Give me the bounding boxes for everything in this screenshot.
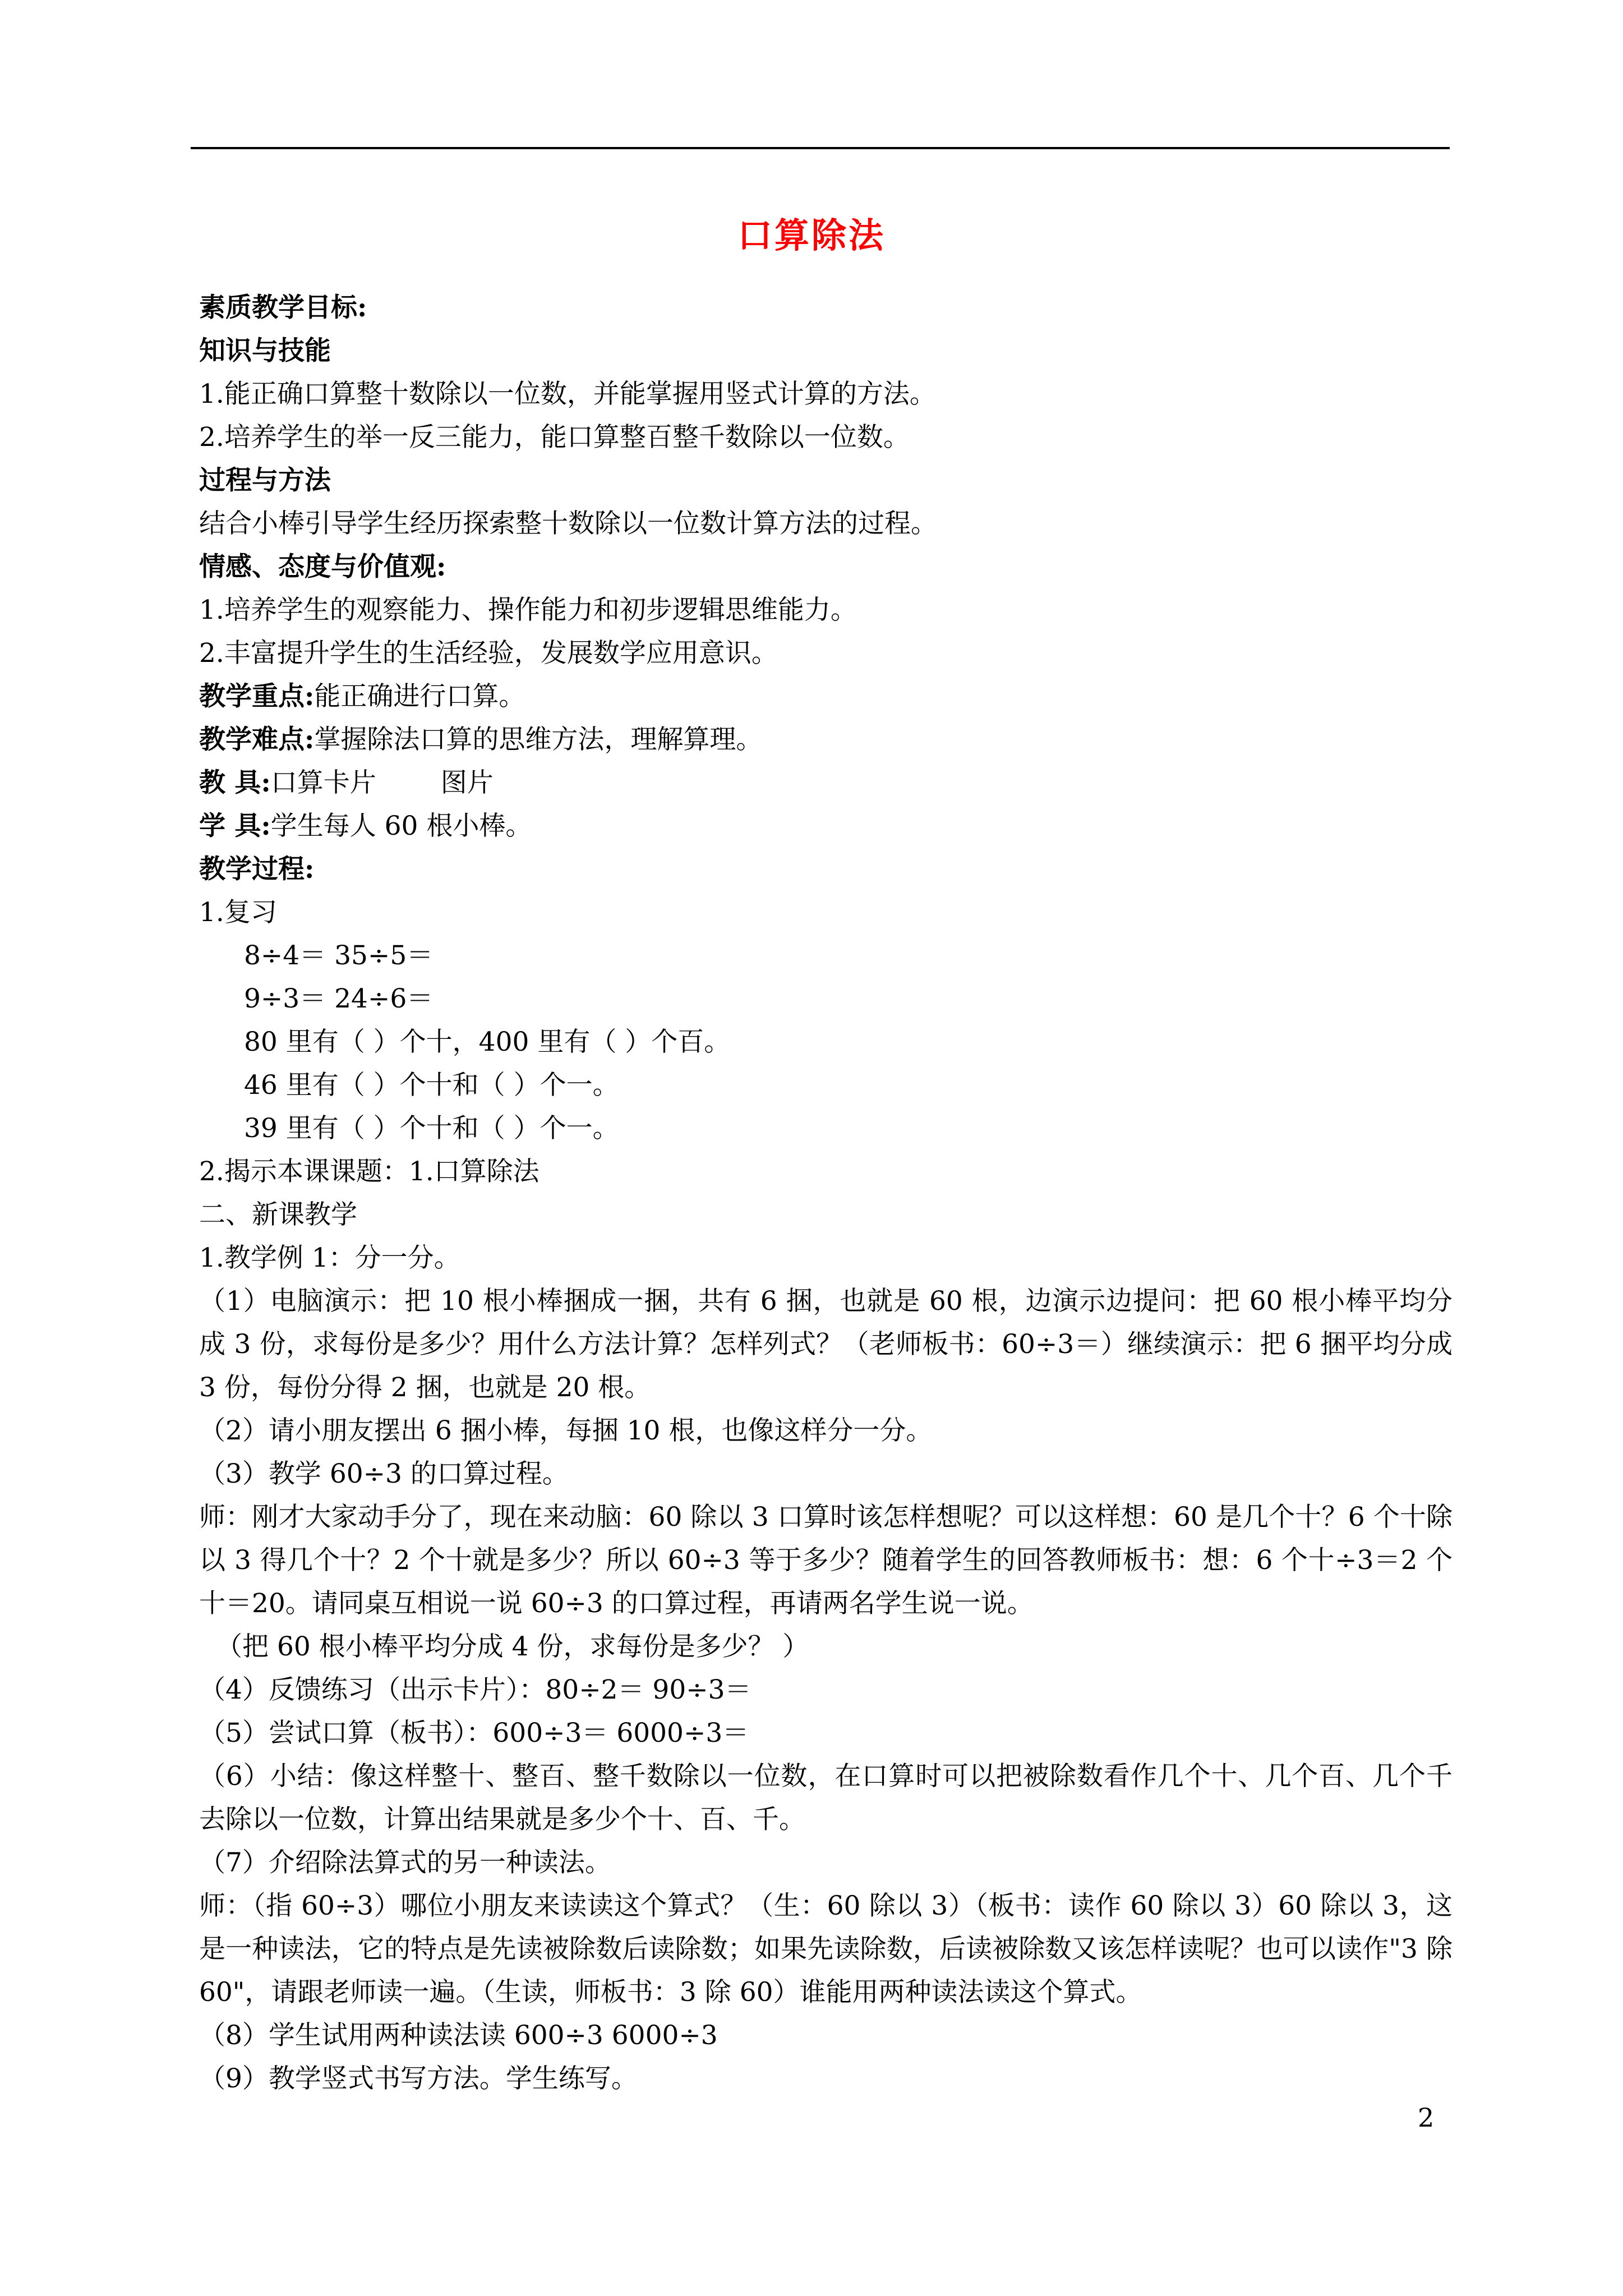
step-6: （6）小结：像这样整十、整百、整千数除以一位数，在口算时可以把被除数看作几个十、几个百、几个千去除以一位数，计算出结果就是多少个十、百、千。 xyxy=(199,1761,1453,1835)
review-item-1: 8÷4＝ 35÷5＝ xyxy=(244,940,434,971)
key-point xyxy=(199,675,1453,718)
teacher-explanation-1: 师：刚才大家动手分了，现在来动脑：60 除以 3 口算时该怎样想呢？可以这样想：60 是几个十？6 个十除以 3 得几个十？2 个十就是多少？所以 60÷3 等于多少？随着学生的回答教师板书：想：6 个十÷3＝2 个十＝20。请同桌互相说一说 60÷3 的口算过程，再请两名学生说一说。 xyxy=(199,1502,1453,1619)
step-7: （7）介绍除法算式的另一种读法。 xyxy=(199,1847,611,1878)
new-lesson-heading: 二、新课教学 xyxy=(199,1199,357,1230)
example-1: 1.教学例 1：分一分。 xyxy=(199,1243,460,1273)
student-tools-text: 学生每人 60 根小棒。 xyxy=(270,811,532,841)
knowledge-item-2: 2.培养学生的举一反三能力，能口算整百整千数除以一位数。 xyxy=(199,422,910,453)
teaching-process-heading: 教学过程: xyxy=(199,854,315,885)
teacher-explanation-2: 师：（指 60÷3）哪位小朋友来读读这个算式？（生：60 除以 3）（板书：读作 60 除以 3）60 除以 3，这是一种读法，它的特点是先读被除数后读除数；如果先读除数，后读被除数又该怎样读呢？也可以读作"3 除 60"，请跟老师读一遍。（生读，师板书：3 除 60）谁能用两种读法读这个算式。 xyxy=(199,1890,1453,2008)
key-point-text: 能正确进行口算。 xyxy=(314,681,525,712)
review-item-4: 46 里有（ ）个十和（ ）个一。 xyxy=(244,1070,619,1101)
student-tools-label: 学 具: xyxy=(199,811,271,841)
process-item-1: 结合小棒引导学生经历探索整十数除以一位数计算方法的过程。 xyxy=(199,508,937,539)
process-heading: 过程与方法 xyxy=(199,465,331,496)
teaching-tools xyxy=(199,761,1453,804)
step-4: （4）反馈练习（出示卡片）：80÷2＝ 90÷3＝ xyxy=(199,1674,751,1705)
step-5: （5）尝试口算（板书）：600÷3＝ 6000÷3＝ xyxy=(199,1718,749,1749)
review-item-2: 9÷3＝ 24÷6＝ xyxy=(244,983,434,1014)
teaching-tools-item-2: 图片 xyxy=(440,767,494,798)
key-point-label: 教学重点: xyxy=(199,681,315,712)
reveal-topic: 2.揭示本课课题：1.口算除法 xyxy=(199,1156,540,1187)
goals-heading: 素质教学目标: xyxy=(199,292,367,323)
step-9: （9）教学竖式书写方法。学生练写。 xyxy=(199,2063,638,2094)
document-body xyxy=(199,286,1453,2100)
teaching-tools-label: 教 具: xyxy=(199,767,271,798)
knowledge-heading: 知识与技能 xyxy=(199,335,331,366)
review-item-5: 39 里有（ ）个十和（ ）个一。 xyxy=(244,1113,619,1144)
teaching-tools-item-1: 口算卡片 xyxy=(270,767,376,798)
step-3: （3）教学 60÷3 的口算过程。 xyxy=(199,1458,569,1489)
step-2: （2）请小朋友摆出 6 捆小棒，每捆 10 根，也像这样分一分。 xyxy=(199,1415,933,1446)
difficulty-label: 教学难点: xyxy=(199,724,315,755)
emotion-heading: 情感、态度与价值观: xyxy=(199,551,446,582)
emotion-item-1: 1.培养学生的观察能力、操作能力和初步逻辑思维能力。 xyxy=(199,595,857,625)
difficulty-point xyxy=(199,718,1453,761)
review-heading: 1.复习 xyxy=(199,897,277,928)
extra-question: （把 60 根小棒平均分成 4 份，求每份是多少？ ） xyxy=(216,1631,809,1662)
header-rule xyxy=(191,147,1450,149)
knowledge-item-1: 1.能正确口算整十数除以一位数，并能掌握用竖式计算的方法。 xyxy=(199,379,936,409)
page-number: 2 xyxy=(1418,2102,1435,2133)
review-item-3: 80 里有（ ）个十，400 里有（ ）个百。 xyxy=(244,1027,731,1057)
step-8: （8）学生试用两种读法读 600÷3 6000÷3 xyxy=(199,2020,718,2051)
step-1: （1）电脑演示：把 10 根小棒捆成一捆，共有 6 捆，也就是 60 根，边演示边提问：把 60 根小棒平均分成 3 份，求每份是多少？用什么方法计算？怎样列式？（老师板书：60÷3＝）继续演示：把 6 捆平均分成 3 份，每份分得 2 捆，也就是 20 根。 xyxy=(199,1286,1453,1403)
difficulty-text: 掌握除法口算的思维方法，理解算理。 xyxy=(314,724,763,755)
student-tools xyxy=(199,804,1453,848)
emotion-item-2: 2.丰富提升学生的生活经验，发展数学应用意识。 xyxy=(199,638,778,669)
document-title: 口算除法 xyxy=(737,215,886,256)
